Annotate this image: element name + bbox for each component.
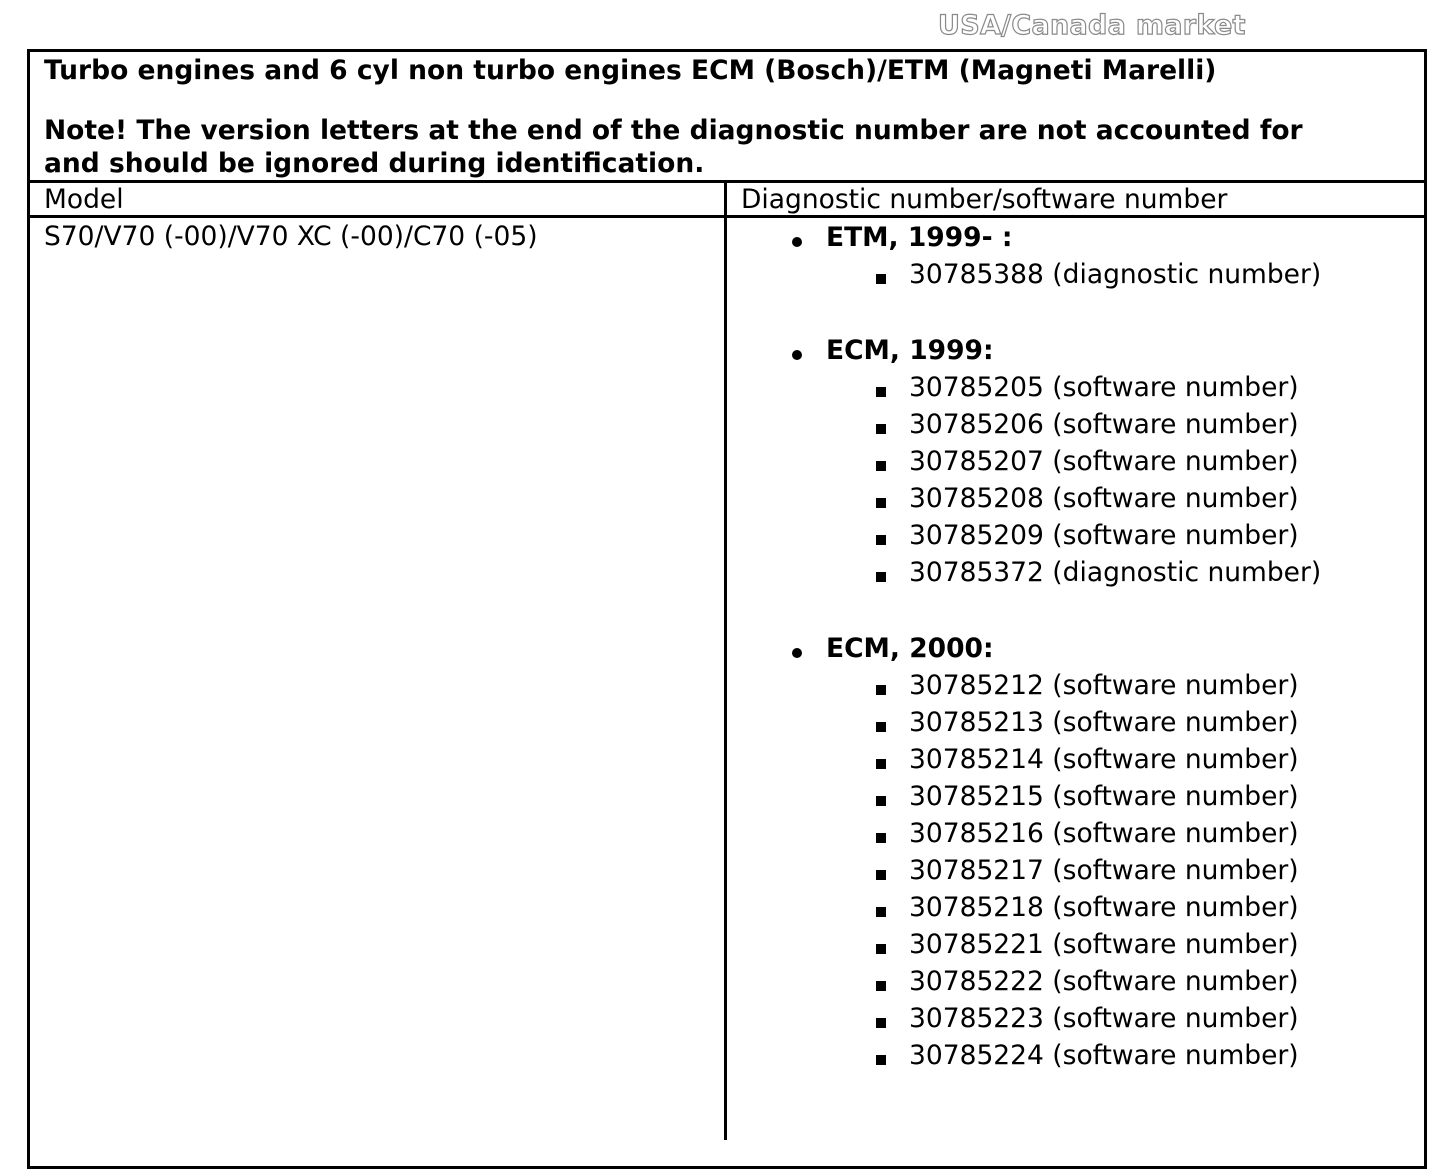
list-item: 30785223 (software number) [909,1003,1299,1034]
square-bullet-icon [876,1055,886,1065]
list-item: 30785206 (software number) [909,409,1299,440]
list-item: 30785215 (software number) [909,781,1299,812]
group-heading-etm-1999: ETM, 1999- : [826,222,1013,253]
square-bullet-icon [876,461,886,471]
square-bullet-icon [876,759,886,769]
square-bullet-icon [876,387,886,397]
list-item: 30785209 (software number) [909,520,1299,551]
square-bullet-icon [876,685,886,695]
list-item: 30785224 (software number) [909,1040,1299,1071]
note-line-1: Note! The version letters at the end of the diagnostic number are not accounted for [44,115,1303,146]
list-item: 30785213 (software number) [909,707,1299,738]
list-item: 30785221 (software number) [909,929,1299,960]
list-item: 30785212 (software number) [909,670,1299,701]
list-item: 30785222 (software number) [909,966,1299,997]
square-bullet-icon [876,944,886,954]
square-bullet-icon [876,722,886,732]
group-heading-ecm-2000: ECM, 2000: [826,633,994,664]
square-bullet-icon [876,833,886,843]
bullet-icon [792,350,802,360]
square-bullet-icon [876,907,886,917]
model-value: S70/V70 (-00)/V70 XC (-00)/C70 (-05) [44,221,538,252]
square-bullet-icon [876,870,886,880]
list-item: 30785217 (software number) [909,855,1299,886]
square-bullet-icon [876,498,886,508]
bullet-icon [792,237,802,247]
list-item: 30785208 (software number) [909,483,1299,514]
list-item: 30785218 (software number) [909,892,1299,923]
column-divider [724,180,727,1140]
list-item: 30785388 (diagnostic number) [909,259,1322,290]
square-bullet-icon [876,424,886,434]
list-item: 30785205 (software number) [909,372,1299,403]
column-header-number: Diagnostic number/software number [741,184,1228,215]
bullet-icon [792,648,802,658]
square-bullet-icon [876,1018,886,1028]
group-heading-ecm-1999: ECM, 1999: [826,335,994,366]
square-bullet-icon [876,572,886,582]
list-item: 30785214 (software number) [909,744,1299,775]
square-bullet-icon [876,274,886,284]
column-header-model: Model [44,184,124,215]
market-label: USA/Canada market [938,10,1246,41]
list-item: 30785207 (software number) [909,446,1299,477]
page-title: Turbo engines and 6 cyl non turbo engines ECM (Bosch)/ETM (Magneti Marelli) [44,55,1217,86]
list-item: 30785216 (software number) [909,818,1299,849]
square-bullet-icon [876,796,886,806]
note-line-2: and should be ignored during identification. [44,148,705,179]
list-item: 30785372 (diagnostic number) [909,557,1322,588]
square-bullet-icon [876,981,886,991]
square-bullet-icon [876,535,886,545]
